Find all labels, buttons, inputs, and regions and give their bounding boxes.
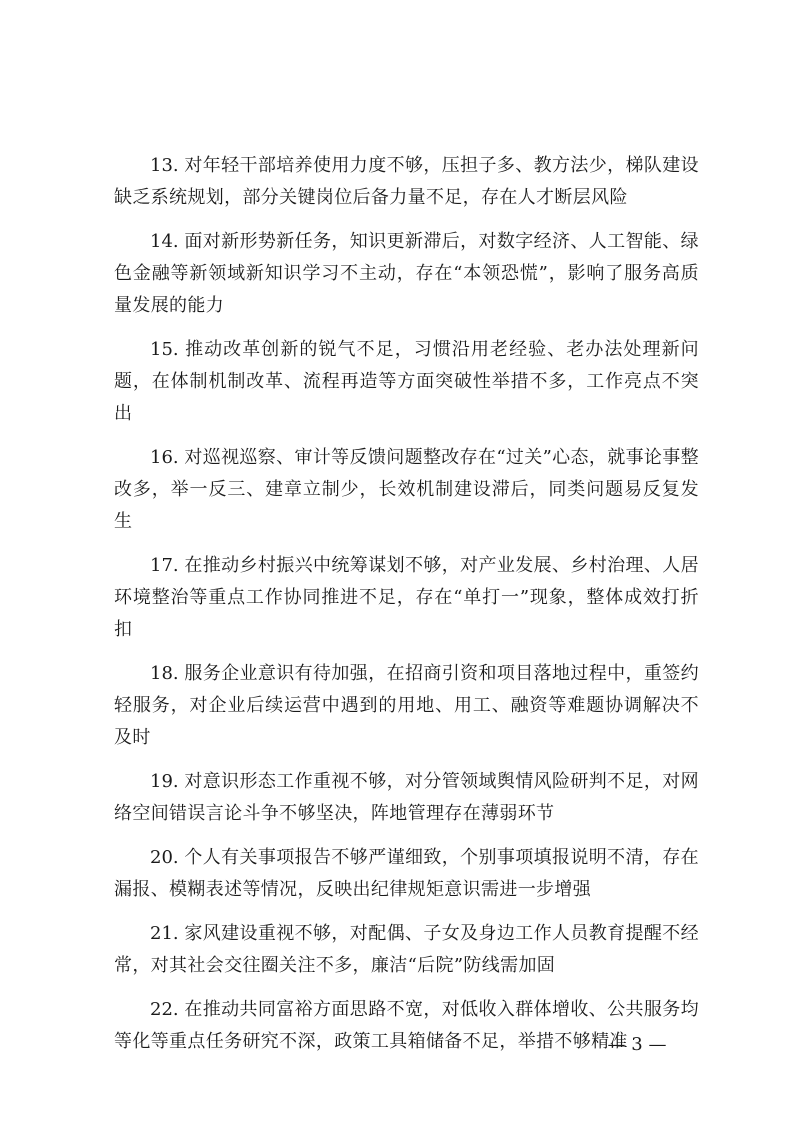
item-number: 21.	[150, 923, 185, 944]
item-number: 17.	[150, 555, 185, 576]
item-text: 服务企业意识有待加强，在招商引资和项目落地过程中，重签约轻服务，对企业后续运营中遇到的用地、用工、融资等难题协调解决不及时	[114, 663, 700, 748]
item-text: 面对新形势新任务，知识更新滞后，对数字经济、人工智能、绿色金融等新领域新知识学习不主动，存在“本领恐慌”，影响了服务高质量发展的能力	[114, 231, 700, 316]
item-text: 在推动乡村振兴中统筹谋划不够，对产业发展、乡村治理、人居环境整治等重点工作协同推进不足，存在“单打一”现象，整体成效打折扣	[114, 555, 700, 640]
item-text: 在推动共同富裕方面思路不宽，对低收入群体增收、公共服务均等化等重点任务研究不深，政策工具箱储备不足，举措不够精准	[114, 999, 700, 1052]
item-number: 19.	[150, 771, 185, 792]
item-text: 对年轻干部培养使用力度不够，压担子多、教方法少，梯队建设缺乏系统规划，部分关键岗位后备力量不足，存在人才断层风险	[114, 155, 700, 208]
item-number: 15.	[150, 339, 186, 360]
page-number: — 3 —	[607, 1034, 667, 1055]
item-text: 对意识形态工作重视不够，对分管领域舆情风险研判不足，对网络空间错误言论斗争不够坚决，阵地管理存在薄弱环节	[114, 771, 700, 824]
list-item-13	[114, 150, 699, 214]
list-item-20	[114, 842, 699, 906]
item-number: 13.	[150, 155, 185, 176]
list-item-21	[114, 918, 699, 982]
item-number: 22.	[150, 999, 185, 1020]
list-item-14	[114, 226, 699, 322]
item-number: 16.	[150, 447, 185, 468]
list-item-19	[114, 766, 699, 830]
list-item-15	[114, 334, 699, 430]
item-number: 14.	[150, 231, 185, 252]
document-body	[114, 150, 699, 1070]
item-text: 对巡视巡察、审计等反馈问题整改存在“过关”心态，就事论事整改多，举一反三、建章立制少，长效机制建设滞后，同类问题易反复发生	[114, 447, 699, 532]
item-number: 18.	[150, 663, 185, 684]
item-text: 家风建设重视不够，对配偶、子女及身边工作人员教育提醒不经常，对其社会交往圈关注不多，廉洁“后院”防线需加固	[114, 923, 700, 976]
list-item-18	[114, 658, 699, 754]
item-text: 个人有关事项报告不够严谨细致，个别事项填报说明不清，存在漏报、模糊表述等情况，反映出纪律规矩意识需进一步增强	[114, 847, 700, 900]
list-item-17	[114, 550, 699, 646]
item-number: 20.	[150, 847, 185, 868]
list-item-16	[114, 442, 699, 538]
item-text: 推动改革创新的锐气不足，习惯沿用老经验、老办法处理新问题，在体制机制改革、流程再造等方面突破性举措不多，工作亮点不突出	[114, 339, 699, 424]
